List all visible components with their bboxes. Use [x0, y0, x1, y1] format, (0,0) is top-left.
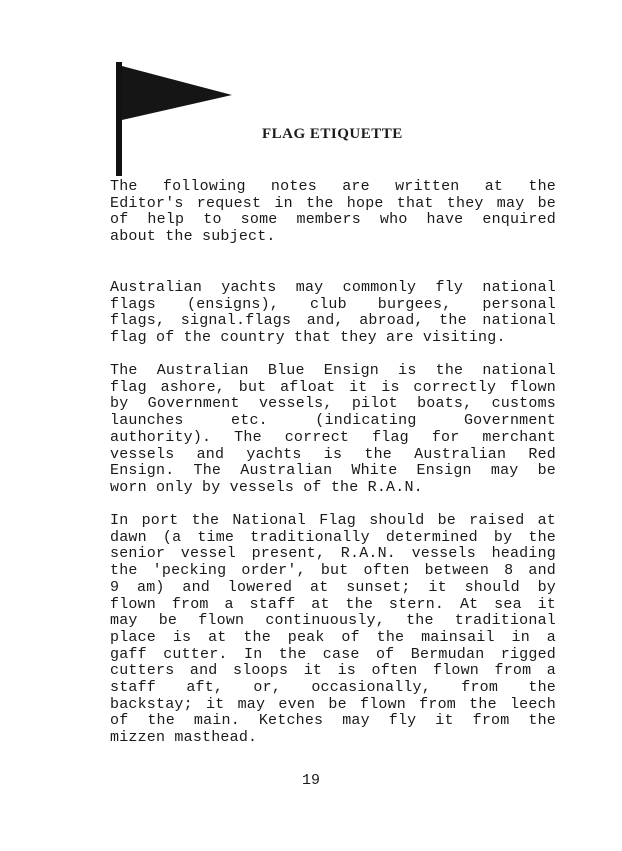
text-line: Ensign. The Australian White Ensign may be	[110, 462, 556, 480]
text-line: senior vessel present, R.A.N. vessels heading	[110, 545, 556, 563]
text-line: dawn (a time traditionally determined by the	[110, 528, 556, 546]
national-flag-paragraph	[110, 513, 556, 747]
text-line: worn only by vessels of the R.A.N.	[110, 478, 423, 496]
text-line: flown from a staff at the stern. At sea it	[110, 595, 556, 613]
text-line: 9 am) and lowered at sunset; it should by	[110, 578, 556, 596]
text-line: mizzen masthead.	[110, 729, 258, 747]
text-line: In port the National Flag should be raised at	[110, 512, 556, 529]
text-line: Australian yachts may commonly fly national	[110, 279, 556, 296]
text-line: place is at the peak of the mainsail in a	[110, 628, 556, 646]
text-line: The following notes are written at the	[110, 178, 556, 195]
text-line: flag ashore, but afloat it is correctly flown	[110, 378, 556, 396]
page-number: 19	[301, 772, 320, 789]
text-line: flags, signal.flags and, abroad, the national	[110, 312, 556, 330]
text-line: cutters and sloops it is often flown from a	[110, 662, 556, 680]
text-line: may be flown continuously, the traditional	[110, 612, 556, 630]
pennant-flag-icon	[116, 62, 236, 180]
text-line: vessels and yachts is the Australian Red	[110, 445, 556, 463]
text-line: launches etc. (indicating Government	[110, 412, 556, 430]
text-line: flags (ensigns), club burgees, personal	[110, 295, 556, 313]
text-line: the 'pecking order', but often between 8 and	[110, 562, 556, 580]
text-line: of help to some members who have enquired	[110, 211, 556, 229]
text-line: staff aft, or, occasionally, from the	[110, 679, 556, 697]
text-line: about the subject.	[110, 228, 276, 246]
text-line: flag of the country that they are visiting.	[110, 329, 506, 347]
text-line: gaff cutter. In the case of Bermudan rigged	[110, 645, 556, 663]
text-line: of the main. Ketches may fly it from the	[110, 712, 556, 730]
text-line: by Government vessels, pilot boats, customs	[110, 395, 556, 413]
page-title: FLAG ETIQUETTE	[262, 126, 403, 142]
text-line: The Australian Blue Ensign is the national	[110, 362, 556, 379]
blue-ensign-paragraph	[110, 363, 556, 497]
intro-paragraph	[110, 179, 556, 246]
flags-paragraph	[110, 280, 556, 347]
text-line: backstay; it may even be flown from the leech	[110, 695, 556, 713]
text-line: Editor's request in the hope that they may be	[110, 194, 556, 212]
text-line: authority). The correct flag for merchant	[110, 428, 556, 446]
